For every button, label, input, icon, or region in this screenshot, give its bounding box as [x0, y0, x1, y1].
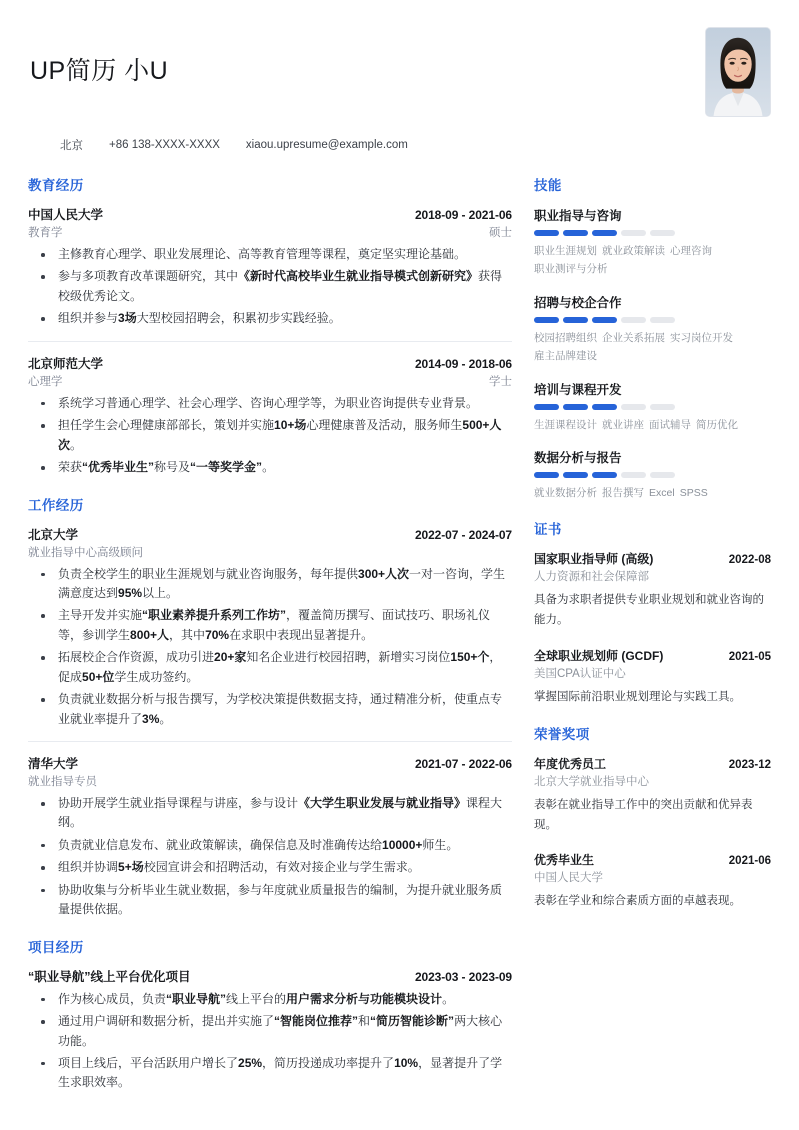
contact-phone: +86 138-XXXX-XXXX — [109, 139, 220, 151]
entry-organization: 清华大学 — [28, 757, 79, 771]
entry-bullet: 拓展校企合作资源，成功引进20+家知名企业进行校园招聘，新增实习岗位150+个，促成50+位学生成功签约。 — [28, 648, 512, 687]
skill-item — [534, 380, 771, 434]
credential-issuer: 中国人民大学 — [534, 871, 603, 884]
skill-tag: 职业生涯规划 — [534, 245, 597, 257]
entry-date: 2014-09 - 2018-06 — [414, 356, 512, 371]
skill-items — [534, 206, 771, 502]
credential-date: 2021-05 — [728, 650, 771, 663]
credential-description: 掌握国际前沿职业规划理论与实践工具。 — [534, 690, 741, 703]
entry-organization: 北京师范大学 — [28, 356, 104, 371]
section-title-education: 教育经历 — [28, 178, 84, 193]
contact-row — [28, 136, 771, 154]
entry-degree: 学士 — [489, 375, 512, 388]
skill-tag: 心理咨询 — [670, 245, 712, 257]
skill-item — [534, 206, 771, 279]
skill-tag: 报告撰写 — [602, 486, 644, 499]
entry-bullet: 通过用户调研和数据分析，提出并实施了“智能岗位推荐”和“简历智能诊断”两大核心功能。 — [28, 1012, 512, 1051]
entry-bullet-list — [28, 245, 512, 329]
entry-header — [28, 205, 512, 223]
skill-segment-empty — [650, 404, 675, 410]
skill-name: 职业指导与咨询 — [534, 209, 622, 223]
candidate-name: UP简历 小U — [30, 57, 169, 85]
entry-date: 2021-07 - 2022-06 — [414, 757, 512, 771]
credential-card — [534, 550, 771, 630]
skill-tag: 职业测评与分析 — [534, 263, 608, 276]
section-projects — [28, 936, 512, 1093]
skill-segment-filled — [563, 404, 588, 410]
skill-tag-list — [534, 416, 771, 434]
certificate-items — [534, 550, 771, 706]
entry-date: 2018-09 - 2021-06 — [414, 208, 512, 222]
skill-tag: 就业讲座 — [602, 418, 644, 431]
entry-organization: 中国人民大学 — [28, 208, 104, 222]
credential-description: 具备为求职者提供专业职业规划和就业咨询的能力。 — [534, 594, 764, 627]
entry-role: 教育学 — [28, 227, 63, 239]
skill-level-bar — [534, 472, 771, 478]
skill-segment-empty — [650, 230, 675, 236]
entry-bullet-list — [28, 794, 512, 920]
skill-segment-empty — [650, 317, 675, 323]
section-title-skills: 技能 — [534, 178, 562, 193]
credential-card — [534, 647, 771, 707]
entry-role: 就业指导中心高级顾问 — [28, 546, 143, 559]
section-awards — [534, 723, 771, 911]
skill-tag: 实习岗位开发 — [670, 331, 733, 344]
entry-bullet: 负责就业数据分析与报告撰写，为学校决策提供数据支持，通过精准分析，使重点专业就业率提升了3%。 — [28, 690, 512, 729]
skill-tag-list — [534, 242, 771, 279]
skill-segment-filled — [534, 404, 559, 410]
portrait-photo — [705, 27, 771, 117]
entry — [28, 354, 512, 478]
credential-header — [534, 851, 771, 868]
award-items — [534, 755, 771, 911]
entry — [28, 205, 512, 329]
left-column — [28, 174, 526, 1109]
section-certificates — [534, 518, 771, 706]
credential-description: 表彰在学业和综合素质方面的卓越表现。 — [534, 894, 741, 907]
skill-tag: 企业关系拓展 — [602, 331, 665, 344]
credential-date: 2023-12 — [728, 758, 771, 771]
credential-header — [534, 550, 771, 567]
entry-header — [28, 354, 512, 372]
credential-card — [534, 755, 771, 835]
skill-segment-filled — [534, 472, 559, 478]
entry-bullet: 荣获“优秀毕业生”称号及“一等奖学金”。 — [28, 458, 512, 477]
entry-bullet: 协助开展学生就业指导课程与讲座，参与设计《大学生职业发展与就业指导》课程大纲。 — [28, 794, 512, 833]
contact-location: 北京 — [60, 140, 83, 152]
entry-date: 2022-07 - 2024-07 — [414, 527, 512, 542]
section-education — [28, 174, 512, 478]
section-title-awards: 荣誉奖项 — [534, 726, 590, 742]
skill-name: 数据分析与报告 — [534, 450, 622, 465]
entry-bullet: 负责就业信息发布、就业政策解读，确保信息及时准确传达给10000+师生。 — [28, 836, 512, 855]
skill-segment-filled — [534, 317, 559, 323]
credential-header — [534, 755, 771, 772]
section-work — [28, 494, 512, 920]
skill-segment-filled — [563, 230, 588, 236]
skill-level-bar — [534, 404, 771, 410]
entry-divider — [28, 341, 512, 342]
credential-title: 年度优秀员工 — [534, 756, 607, 771]
entry — [28, 754, 512, 920]
skill-item — [534, 293, 771, 366]
entry-bullet-list — [28, 990, 512, 1093]
section-title-certificates: 证书 — [534, 522, 562, 538]
entry-degree: 硕士 — [489, 227, 512, 239]
skill-segment-empty — [621, 230, 646, 236]
credential-description: 表彰在就业指导工作中的突出贡献和优异表现。 — [534, 798, 753, 831]
entry-subheader — [28, 224, 512, 240]
entry-organization: “职业导航”线上平台优化项目 — [28, 969, 191, 984]
skill-tag: 校园招聘组织 — [534, 331, 597, 344]
entry-role: 心理学 — [28, 375, 63, 388]
skill-segment-filled — [563, 472, 588, 478]
entry-bullet: 作为核心成员，负责“职业导航”线上平台的用户需求分析与功能模块设计。 — [28, 990, 512, 1009]
credential-issuer: 美国CPA认证中心 — [534, 667, 626, 680]
entry-header — [28, 967, 512, 985]
credential-title: 优秀毕业生 — [534, 852, 595, 867]
skill-tag: 雇主品牌建设 — [534, 350, 597, 363]
entry-bullet: 负责全校学生的职业生涯规划与就业咨询服务，每年提供300+人次一对一咨询，学生满意度达到95%以上。 — [28, 565, 512, 604]
skill-segment-filled — [563, 317, 588, 323]
entry-organization: 北京大学 — [28, 527, 79, 542]
entry-bullet-list — [28, 394, 512, 478]
skill-segment-filled — [592, 472, 617, 478]
skill-segment-filled — [592, 230, 617, 236]
skill-segment-empty — [621, 472, 646, 478]
skill-segment-empty — [621, 404, 646, 410]
entry-bullet: 担任学生会心理健康部部长，策划并实施10+场心理健康普及活动，服务师生500+人次。 — [28, 416, 512, 455]
skill-segment-filled — [592, 404, 617, 410]
entry-subheader — [28, 544, 512, 560]
skill-level-bar — [534, 230, 771, 236]
entry — [28, 525, 512, 730]
entry-header — [28, 754, 512, 772]
skill-name: 招聘与校企合作 — [534, 295, 622, 310]
project-entries — [28, 967, 512, 1093]
section-title-projects: 项目经历 — [28, 939, 84, 955]
skill-tag: 面试辅导 — [649, 418, 691, 431]
skill-tag: 就业数据分析 — [534, 486, 597, 499]
skill-tag-list — [534, 329, 771, 366]
credential-date: 2021-06 — [728, 854, 771, 867]
section-title-work: 工作经历 — [28, 497, 84, 513]
entry-role: 就业指导专员 — [28, 776, 97, 788]
work-entries — [28, 525, 512, 920]
entry-bullet: 主修教育心理学、职业发展理论、高等教育管理等课程，奠定坚实理论基础。 — [28, 245, 512, 264]
skill-segment-filled — [534, 230, 559, 236]
credential-issuer: 人力资源和社会保障部 — [534, 571, 649, 584]
skill-tag: 生涯课程设计 — [534, 418, 597, 431]
entry-bullet: 参与多项教育改革课题研究，其中《新时代高校毕业生就业指导模式创新研究》获得校级优秀论文。 — [28, 267, 512, 306]
entry-bullet: 项目上线后，平台活跃用户增长了25%，简历投递成功率提升了10%，显著提升了学生求职效率。 — [28, 1054, 512, 1093]
credential-issuer: 北京大学就业指导中心 — [534, 775, 649, 788]
entry-bullet: 协助收集与分析毕业生就业数据，参与年度就业质量报告的编制，为提升就业服务质量提供依据。 — [28, 881, 512, 920]
entry-bullet: 组织并参与3场大型校园招聘会，积累初步实践经验。 — [28, 309, 512, 328]
credential-header — [534, 647, 771, 664]
skill-tag: SPSS — [679, 486, 708, 499]
skill-segment-empty — [650, 472, 675, 478]
contact-email: xiaou.upresume@example.com — [245, 139, 408, 151]
skill-segment-empty — [621, 317, 646, 323]
credential-title: 国家职业指导师 (高级) — [534, 552, 654, 567]
right-column — [526, 174, 771, 927]
entry-divider — [28, 741, 512, 742]
skill-name: 培训与课程开发 — [534, 382, 622, 397]
resume-body — [28, 174, 771, 1109]
credential-card — [534, 851, 771, 911]
resume-header — [28, 22, 771, 122]
skill-segment-filled — [592, 317, 617, 323]
section-skills — [534, 174, 771, 502]
skill-tag: Excel — [649, 486, 675, 499]
credential-date: 2022-08 — [728, 554, 771, 567]
skill-tag: 就业政策解读 — [602, 245, 665, 257]
skill-item — [534, 448, 771, 502]
entry-date: 2023-03 - 2023-09 — [414, 969, 512, 984]
entry-subheader — [28, 773, 512, 789]
skill-level-bar — [534, 317, 771, 323]
entry-subheader — [28, 373, 512, 389]
education-entries — [28, 205, 512, 478]
entry-bullet: 组织并协调5+场校园宣讲会和招聘活动，有效对接企业与学生需求。 — [28, 858, 512, 877]
entry-bullet-list — [28, 565, 512, 730]
entry-bullet: 系统学习普通心理学、社会心理学、咨询心理学等，为职业咨询提供专业背景。 — [28, 394, 512, 413]
skill-tag: 简历优化 — [696, 418, 738, 431]
skill-tag-list — [534, 484, 771, 502]
entry — [28, 967, 512, 1093]
credential-title: 全球职业规划师 (GCDF) — [534, 648, 664, 663]
entry-header — [28, 525, 512, 543]
entry-bullet: 主导开发并实施“职业素养提升系列工作坊”，覆盖简历撰写、面试技巧、职场礼仪等，参训学生800+人，其中70%在求职中表现出显著提升。 — [28, 606, 512, 645]
